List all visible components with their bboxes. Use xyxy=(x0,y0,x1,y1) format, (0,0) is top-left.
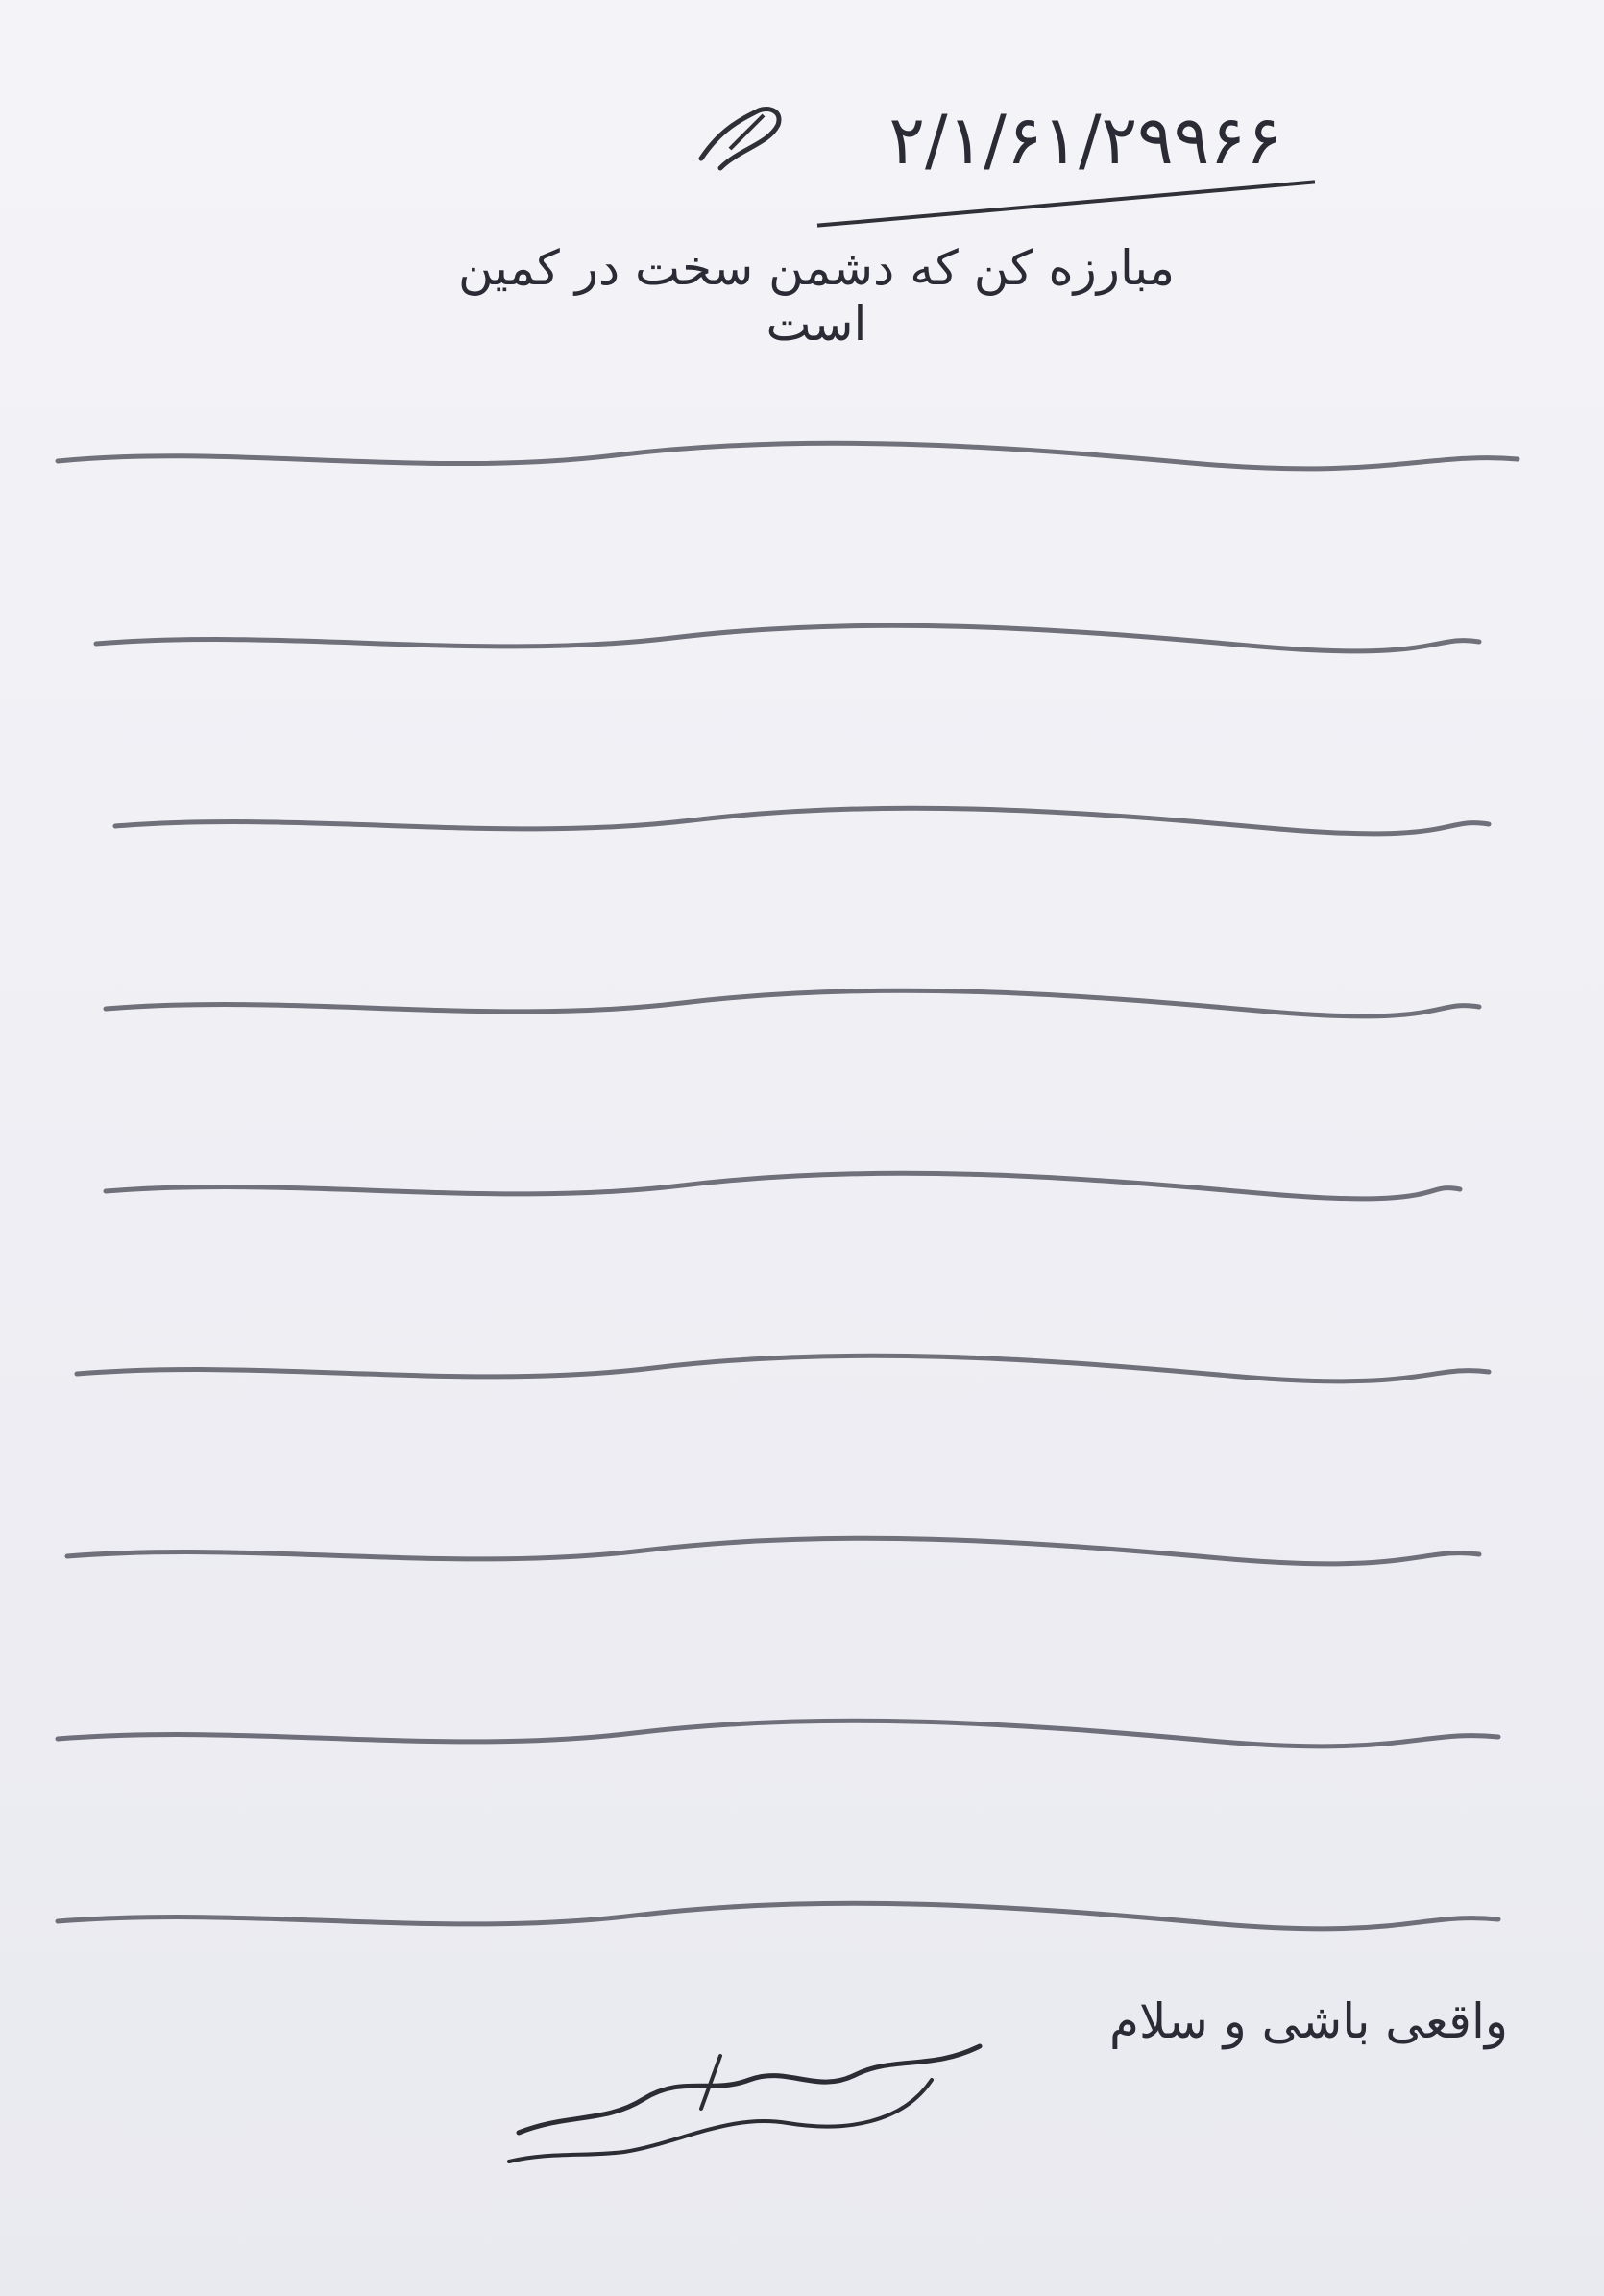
signature-image xyxy=(480,2017,1018,2181)
closing-line: واقعی باشی و سلام xyxy=(1109,1993,1508,2049)
reference-underline xyxy=(817,180,1315,227)
handwritten-mark-icon xyxy=(692,91,797,178)
handwritten-body-lines xyxy=(38,423,1537,2037)
reference-number: ۲/۱/۶۱/۲۹۹۶۶ xyxy=(888,101,1282,180)
letter-heading: مبارزه کن که دشمن سخت در کمین است xyxy=(457,240,1176,352)
